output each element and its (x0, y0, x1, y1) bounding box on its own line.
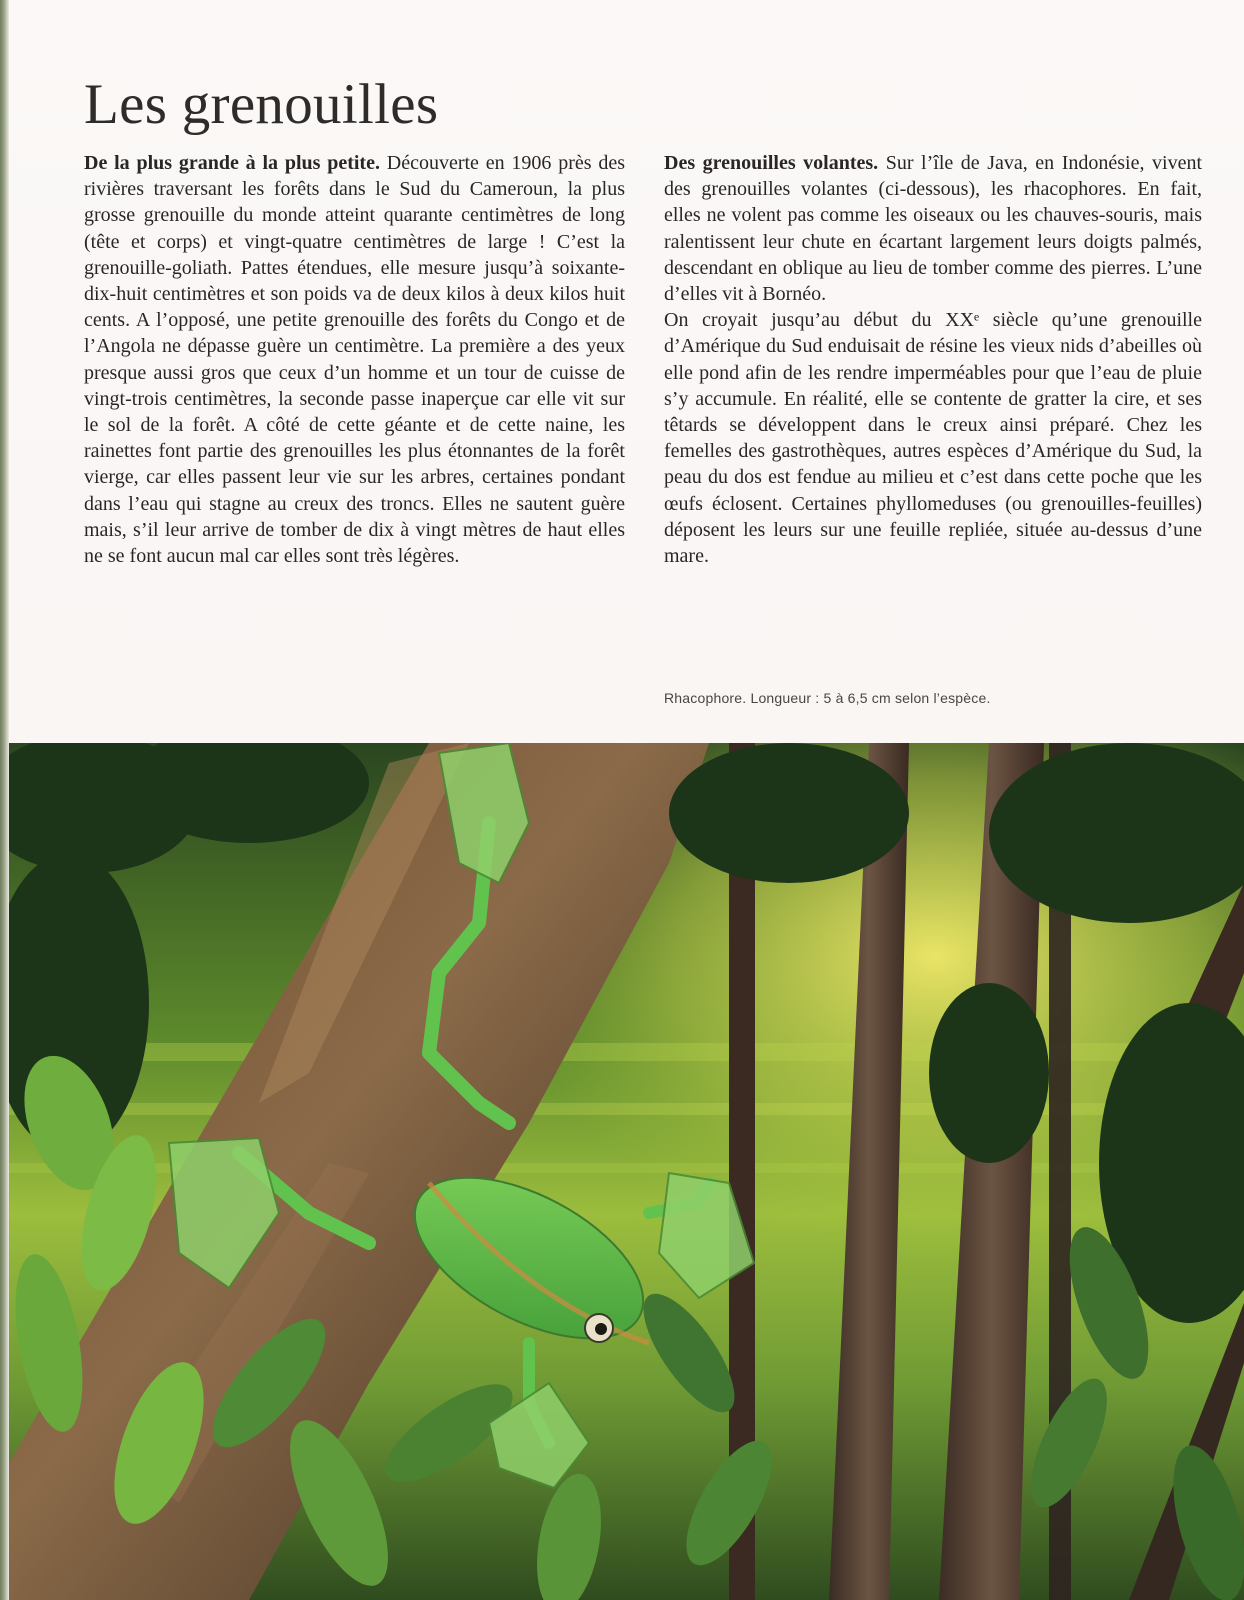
right-paragraph-1 (664, 150, 1202, 307)
right-paragraph-2: On croyait jusqu’au début du XXᵉ siècle qu’une grenouille d’Amérique du Sud enduisait de résine les vieux nids d’abeilles où elle pond afin de les rendre imperméables pour que l’eau de pluie s’y accumule. En réalité, elle se contente de gratter la cire, et ses têtards se développent dans le creux ainsi préparé. Chez les femelles des gastrothèques, autres espèces d’Amérique du Sud, la peau du dos est fendue au milieu et c’est dans cette poche que les œufs éclosent. Certaines phyllomeduses (ou grenouilles-feuilles) déposent les leurs sur une feuille repliée, située au-dessus d’une mare. (664, 309, 1202, 568)
frog-illustration (9, 743, 1244, 1600)
right-body-text: Sur l’île de Java, en Indonésie, vivent des grenouilles volantes (ci-dessous), les rhacophores. En fait, elles ne volent pas comme les oiseaux ou les chauves-souris, mais ralentissent leur chute en écartant largement leurs doigts palmés, descendant en oblique au lieu de tomber comme des pierres. L’une d’elles vit à Bornéo. (664, 152, 1203, 306)
binding-edge (0, 0, 9, 1600)
illustration-caption: Rhacophore. Longueur : 5 à 6,5 cm selon l’espèce. (664, 690, 991, 706)
right-lead-heading: Des grenouilles volantes. (664, 152, 879, 174)
right-text-column (664, 150, 1202, 569)
left-lead-heading: De la plus grande à la plus petite. (84, 152, 380, 174)
page-title: Les grenouilles (84, 73, 439, 136)
left-paragraph (84, 150, 625, 569)
left-body-text: Découverte en 1906 près des rivières traversant les forêts dans le Sud du Cameroun, la plus grosse grenouille du monde atteint quarante centimètres de long (tête et corps) et vingt-quatre centimètres de large ! C’est la grenouille-goliath. Pattes étendues, elle mesure jusqu’à soixante-dix-huit centimètres et son poids va de deux kilos à deux kilos huit cents. A l’opposé, une petite grenouille des forêts du Congo et de l’Angola ne dépasse guère un centimètre. La première a des yeux presque aussi gros que ceux d’un homme et un tour de cuisse de vingt-trois centimètres, la seconde passe inaperçue car elle vit sur le sol de la forêt. A côté de cette géante et de cette naine, les rainettes font partie des grenouilles les plus étonnantes de la forêt vierge, car elles passent leur vie sur les arbres, certaines pondant dans l’eau qui stagne au creux des troncs. Elles ne sautent guère mais, s’il leur arrive de tomber de dix à vingt mètres de haut elles ne se font aucun mal car elles sont très légères. (84, 152, 625, 568)
left-text-column (84, 150, 625, 569)
